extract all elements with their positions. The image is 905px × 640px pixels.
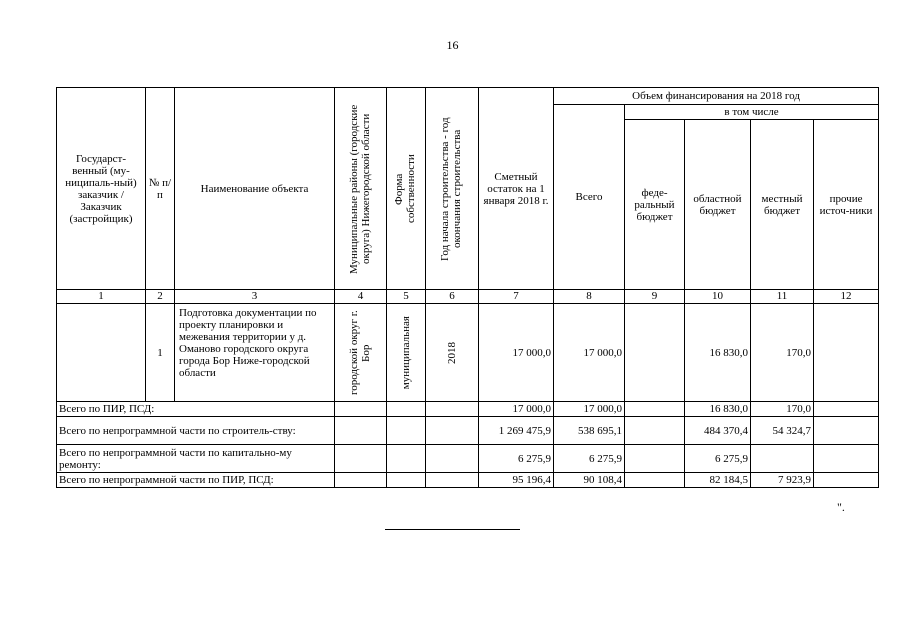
header-districts-text: Муниципальные районы (городские округа) Нижегородской области [347, 103, 372, 274]
item-object-name: Подготовка документации по проекту планировки и межевания территории у д. Оманово городского округа города Бор Ниже-городской области [175, 304, 335, 402]
item-years-text: 2018 [446, 341, 458, 364]
header-local: местный бюджет [751, 120, 814, 290]
col-num-7: 7 [479, 290, 554, 304]
summary-construction-local: 54 324,7 [751, 417, 814, 445]
col-num-12: 12 [814, 290, 879, 304]
summary-construction-years [426, 417, 479, 445]
header-estimate: Сметный остаток на 1 января 2018 г. [479, 88, 554, 290]
col-num-4: 4 [335, 290, 387, 304]
summary-repair-regional: 6 275,9 [685, 445, 751, 473]
header-including: в том числе [625, 105, 879, 120]
col-num-2: 2 [146, 290, 175, 304]
header-other: прочие источ-ники [814, 120, 879, 290]
summary-nonprog-pir-federal [625, 473, 685, 488]
summary-construction-districts [335, 417, 387, 445]
header-customer: Государст-венный (му-ниципаль-ный) заказчик / Заказчик (застройщик) [57, 88, 146, 290]
col-num-5: 5 [387, 290, 426, 304]
header-years [426, 88, 479, 290]
header-num: № п/п [146, 88, 175, 290]
bottom-divider [385, 529, 520, 530]
item-total: 17 000,0 [554, 304, 625, 402]
col-num-1: 1 [57, 290, 146, 304]
summary-pir-estimate: 17 000,0 [479, 402, 554, 417]
summary-pir-other [814, 402, 879, 417]
summary-pir-years [426, 402, 479, 417]
page-number: 16 [446, 38, 459, 52]
item-regional: 16 830,0 [685, 304, 751, 402]
col-num-11: 11 [751, 290, 814, 304]
summary-repair-label: Всего по непрограммной части по капитально-му ремонту: [57, 445, 335, 473]
summary-nonprog-pir-other [814, 473, 879, 488]
header-ownership-text: Форма собственности [393, 154, 417, 223]
summary-pir-regional: 16 830,0 [685, 402, 751, 417]
item-district [335, 304, 387, 402]
summary-nonprog-pir-total: 90 108,4 [554, 473, 625, 488]
closing-quote: ". [837, 500, 845, 514]
summary-pir-federal [625, 402, 685, 417]
item-customer [57, 304, 146, 402]
item-other [814, 304, 879, 402]
summary-nonprog-pir-regional: 82 184,5 [685, 473, 751, 488]
summary-pir-local: 170,0 [751, 402, 814, 417]
summary-construction-other [814, 417, 879, 445]
header-federal: феде-ральный бюджет [625, 120, 685, 290]
summary-nonprog-pir-local: 7 923,9 [751, 473, 814, 488]
header-years-text: Год начала строительства - год окончания строительства [439, 116, 463, 261]
summary-nonprog-pir-years [426, 473, 479, 488]
summary-repair-federal [625, 445, 685, 473]
summary-construction-regional: 484 370,4 [685, 417, 751, 445]
item-local: 170,0 [751, 304, 814, 402]
summary-nonprog-pir-label: Всего по непрограммной части по ПИР, ПСД: [57, 473, 335, 488]
item-ownership [387, 304, 426, 402]
item-federal [625, 304, 685, 402]
summary-construction-label: Всего по непрограммной части по строитель-ству: [57, 417, 335, 445]
summary-pir-ownership [387, 402, 426, 417]
summary-nonprog-pir-districts [335, 473, 387, 488]
item-district-text: городской округ г. Бор [347, 310, 372, 395]
summary-construction-estimate: 1 269 475,9 [479, 417, 554, 445]
header-financing: Объем финансирования на 2018 год [554, 88, 879, 105]
summary-construction-ownership [387, 417, 426, 445]
summary-nonprog-pir-estimate: 95 196,4 [479, 473, 554, 488]
header-object-name: Наименование объекта [175, 88, 335, 290]
summary-repair-ownership [387, 445, 426, 473]
item-num: 1 [146, 304, 175, 402]
summary-construction-total: 538 695,1 [554, 417, 625, 445]
financing-table [56, 87, 879, 488]
summary-pir-districts [335, 402, 387, 417]
item-estimate: 17 000,0 [479, 304, 554, 402]
summary-repair-years [426, 445, 479, 473]
header-districts [335, 88, 387, 290]
item-years [426, 304, 479, 402]
summary-repair-total: 6 275,9 [554, 445, 625, 473]
summary-repair-estimate: 6 275,9 [479, 445, 554, 473]
summary-repair-districts [335, 445, 387, 473]
header-total: Всего [554, 105, 625, 290]
summary-nonprog-pir-ownership [387, 473, 426, 488]
summary-repair-other [814, 445, 879, 473]
header-regional: областной бюджет [685, 120, 751, 290]
col-num-3: 3 [175, 290, 335, 304]
summary-construction-federal [625, 417, 685, 445]
summary-pir-label: Всего по ПИР, ПСД: [57, 402, 335, 417]
item-ownership-text: муниципальная [400, 315, 412, 390]
col-num-10: 10 [685, 290, 751, 304]
col-num-6: 6 [426, 290, 479, 304]
col-num-8: 8 [554, 290, 625, 304]
summary-repair-local [751, 445, 814, 473]
header-ownership [387, 88, 426, 290]
col-num-9: 9 [625, 290, 685, 304]
summary-pir-total: 17 000,0 [554, 402, 625, 417]
